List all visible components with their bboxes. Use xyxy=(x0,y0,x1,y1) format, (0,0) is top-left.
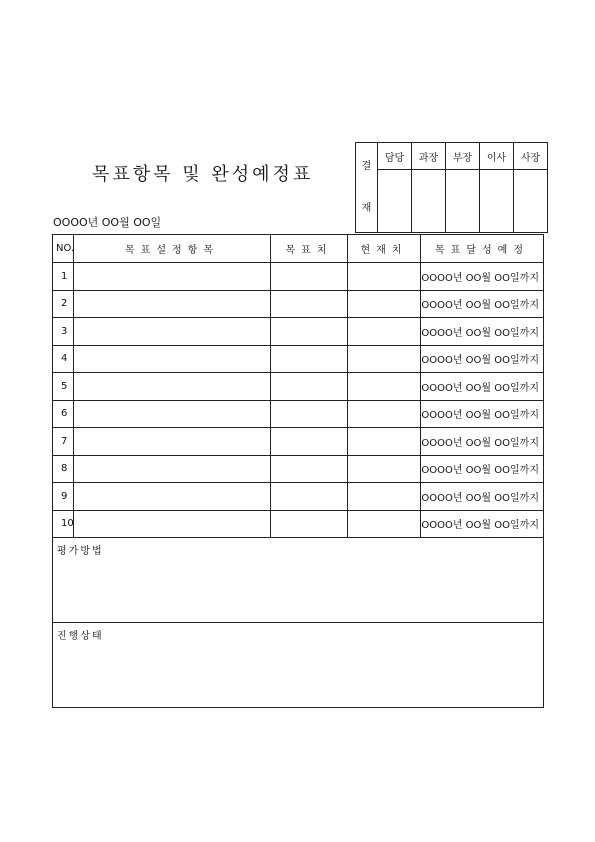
approval-label-bottom: 재 xyxy=(361,202,372,214)
table-row xyxy=(53,483,544,511)
due-cell[interactable]: OOOO년 OO월 OO일까지 xyxy=(421,510,544,538)
current-cell[interactable] xyxy=(348,318,421,346)
row-number: 6 xyxy=(53,400,74,428)
approval-role-manager: 과장 xyxy=(412,143,446,170)
row-number: 9 xyxy=(53,483,74,511)
target-cell[interactable] xyxy=(271,263,348,291)
table-row xyxy=(53,345,544,373)
table-row xyxy=(53,428,544,456)
target-cell[interactable] xyxy=(271,455,348,483)
evaluation-field[interactable] xyxy=(53,538,544,623)
progress-section xyxy=(53,623,544,708)
row-number: 3 xyxy=(53,318,74,346)
signature-cell-president[interactable] xyxy=(514,170,548,233)
table-row xyxy=(53,318,544,346)
signature-cell-staff[interactable] xyxy=(378,170,412,233)
progress-field[interactable] xyxy=(53,623,544,708)
target-cell[interactable] xyxy=(271,373,348,401)
approval-label xyxy=(356,143,378,233)
item-cell[interactable] xyxy=(74,510,271,538)
due-cell[interactable]: OOOO년 OO월 OO일까지 xyxy=(421,483,544,511)
target-cell[interactable] xyxy=(271,428,348,456)
document-date: OOOO년 OO월 OO일 xyxy=(53,216,162,229)
current-cell[interactable] xyxy=(348,455,421,483)
table-row xyxy=(53,290,544,318)
target-cell[interactable] xyxy=(271,345,348,373)
approval-role-president: 사장 xyxy=(514,143,548,170)
item-cell[interactable] xyxy=(74,373,271,401)
row-number: 7 xyxy=(53,428,74,456)
target-cell[interactable] xyxy=(271,290,348,318)
target-cell[interactable] xyxy=(271,400,348,428)
progress-label: 진행상태 xyxy=(57,631,104,642)
current-cell[interactable] xyxy=(348,263,421,291)
current-cell[interactable] xyxy=(348,510,421,538)
row-number: 10 xyxy=(53,510,74,538)
row-number: 5 xyxy=(53,373,74,401)
approval-role-dept-head: 부장 xyxy=(446,143,480,170)
due-cell[interactable]: OOOO년 OO월 OO일까지 xyxy=(421,400,544,428)
approval-label-top: 결 xyxy=(361,160,372,172)
due-cell[interactable]: OOOO년 OO월 OO일까지 xyxy=(421,373,544,401)
signature-cell-dept-head[interactable] xyxy=(446,170,480,233)
target-cell[interactable] xyxy=(271,510,348,538)
item-cell[interactable] xyxy=(74,428,271,456)
item-cell[interactable] xyxy=(74,290,271,318)
row-number: 8 xyxy=(53,455,74,483)
evaluation-label: 평가방법 xyxy=(57,546,104,557)
signature-cell-manager[interactable] xyxy=(412,170,446,233)
due-cell[interactable]: OOOO년 OO월 OO일까지 xyxy=(421,428,544,456)
current-cell[interactable] xyxy=(348,428,421,456)
item-cell[interactable] xyxy=(74,455,271,483)
due-cell[interactable]: OOOO년 OO월 OO일까지 xyxy=(421,345,544,373)
table-row xyxy=(53,455,544,483)
table-row xyxy=(53,510,544,538)
col-header-item: 목표설정항목 xyxy=(74,235,271,263)
document-title: 목표항목 및 완성예정표 xyxy=(92,164,314,185)
due-cell[interactable]: OOOO년 OO월 OO일까지 xyxy=(421,455,544,483)
item-cell[interactable] xyxy=(74,318,271,346)
row-number: 4 xyxy=(53,345,74,373)
current-cell[interactable] xyxy=(348,345,421,373)
col-header-current: 현재치 xyxy=(348,235,421,263)
due-cell[interactable]: OOOO년 OO월 OO일까지 xyxy=(421,290,544,318)
approval-role-director: 이사 xyxy=(480,143,514,170)
due-cell[interactable]: OOOO년 OO월 OO일까지 xyxy=(421,318,544,346)
current-cell[interactable] xyxy=(348,290,421,318)
item-cell[interactable] xyxy=(74,263,271,291)
table-row xyxy=(53,263,544,291)
approval-role-staff: 담당 xyxy=(378,143,412,170)
row-number: 1 xyxy=(53,263,74,291)
signature-cell-director[interactable] xyxy=(480,170,514,233)
current-cell[interactable] xyxy=(348,483,421,511)
row-number: 2 xyxy=(53,290,74,318)
approval-box xyxy=(355,142,548,233)
target-cell[interactable] xyxy=(271,318,348,346)
item-cell[interactable] xyxy=(74,345,271,373)
table-row xyxy=(53,373,544,401)
item-cell[interactable] xyxy=(74,400,271,428)
table-row xyxy=(53,400,544,428)
current-cell[interactable] xyxy=(348,373,421,401)
col-header-target: 목표치 xyxy=(271,235,348,263)
goals-table xyxy=(52,234,544,708)
col-header-due: 목표달성예정 xyxy=(421,235,544,263)
current-cell[interactable] xyxy=(348,400,421,428)
col-header-no: NO. xyxy=(53,235,74,263)
target-cell[interactable] xyxy=(271,483,348,511)
item-cell[interactable] xyxy=(74,483,271,511)
due-cell[interactable]: OOOO년 OO월 OO일까지 xyxy=(421,263,544,291)
evaluation-section xyxy=(53,538,544,623)
